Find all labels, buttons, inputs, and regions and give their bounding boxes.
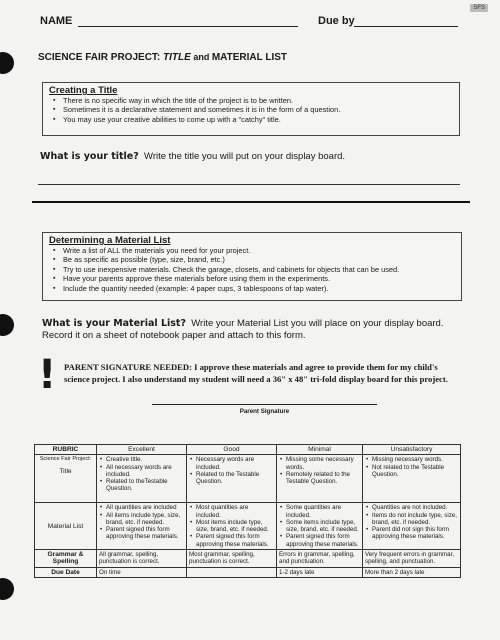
- title-answer-line[interactable]: [38, 184, 460, 185]
- title-and: and: [190, 52, 212, 62]
- row-label: Material List: [35, 503, 97, 550]
- table-cell: [187, 567, 277, 577]
- table-header-row: [35, 445, 461, 455]
- cell-item: • Most items include type, size, brand, etc. if needed.: [189, 519, 274, 534]
- cell-item: • Related to the Testable Question.: [189, 471, 274, 486]
- cell-item: • All necessary words are included.: [99, 464, 184, 479]
- title-em: TITLE: [163, 52, 191, 63]
- creating-title-box: [42, 82, 460, 136]
- table-cell: Very frequent errors in grammar, spelling, and punctuation.: [363, 550, 461, 568]
- page-tag: SFS: [470, 4, 488, 12]
- title-suffix: MATERIAL LIST: [211, 52, 288, 63]
- table-header: Good: [187, 445, 277, 455]
- cell-item: • Not related to the Testable Question.: [365, 464, 458, 479]
- table-cell: 1-2 days late: [277, 567, 363, 577]
- list-item: ▪ Be as specific as possible (type, size, brand, etc.): [53, 255, 225, 265]
- material-list-box: [42, 232, 462, 301]
- material-list-bullets: [49, 246, 455, 293]
- title-question-bold: What is your title?: [40, 151, 139, 162]
- cell-item: • Parent signed this form approving these materials.: [279, 533, 360, 548]
- table-cell: [363, 503, 461, 550]
- parent-signature-label: Parent Signature: [239, 408, 290, 415]
- punch-hole-bottom: [0, 578, 14, 600]
- punch-hole-top: [0, 52, 14, 74]
- creating-title-list: [49, 96, 453, 124]
- title-question-text: Write the title you will put on your display board.: [144, 151, 346, 162]
- table-header: Unsatisfactory: [363, 445, 461, 455]
- table-cell: [187, 503, 277, 550]
- table-row: [35, 550, 461, 568]
- table-cell: [187, 455, 277, 503]
- cell-item: • All items include type, size, brand, etc. if needed.: [99, 512, 184, 527]
- table-cell: Errors in grammar, spelling, and punctuation.: [277, 550, 363, 568]
- table-cell: [277, 503, 363, 550]
- cell-item: • Parent did not sign this form approving these materials.: [365, 526, 458, 541]
- material-question: [42, 318, 462, 342]
- parent-signature-field[interactable]: [152, 404, 377, 405]
- list-item: ▪ Try to use inexpensive materials. Check the garage, closets, and cabinets for objects that can be used.: [53, 264, 400, 274]
- table-row: [35, 455, 461, 503]
- list-item: ▪ Write a list of ALL the materials you need for your project.: [53, 246, 251, 255]
- punch-hole-middle: [0, 314, 14, 336]
- cell-item: • Parent signed this form approving these materials.: [99, 526, 184, 541]
- table-cell: All grammar, spelling, punctuation is correct.: [97, 550, 187, 568]
- cell-item: • Quantities are not included.: [365, 504, 458, 511]
- title-prefix: SCIENCE FAIR PROJECT:: [38, 52, 164, 63]
- cell-item: • Necessary words are included.: [189, 456, 274, 471]
- table-header: Minimal: [277, 445, 363, 455]
- row-label: Grammar & Spelling: [35, 550, 97, 568]
- table-cell: On time: [97, 567, 187, 577]
- list-item: ▪ You may use your creative abilities to come up with a "catchy" title.: [53, 114, 281, 124]
- cell-item: • Related to theTestable Question.: [99, 478, 184, 493]
- table-cell: [363, 455, 461, 503]
- table-cell: [97, 455, 187, 503]
- name-field[interactable]: [78, 26, 298, 27]
- cell-item: • Most quantities are included.: [189, 504, 274, 519]
- list-item: ▪ Have your parents approve these materials before using them in the experiments.: [53, 274, 331, 284]
- row-label: Due Date: [35, 567, 97, 577]
- list-item: ▪ There is no specific way in which the title of the project is to be written.: [53, 96, 294, 105]
- parent-signature-note: PARENT SIGNATURE NEEDED: I approve these materials and agree to provide them for my child's science project. I also understand my student will need a 36" x 48" tri-fold display board for this project.: [64, 362, 448, 384]
- material-question-line2: Record it on a sheet of notebook paper and attach to this form.: [42, 330, 306, 341]
- exclamation-icon: !: [38, 352, 57, 398]
- list-item: ▪ Sometimes it is a declarative statement and sometimes it is in the form of a question.: [53, 105, 341, 115]
- material-question-bold: What is your Material List?: [42, 318, 186, 329]
- section-divider: [32, 201, 470, 203]
- list-item: ▪ Include the quantity needed (example: 4 paper cups, 3 tablespoons of tap water).: [53, 283, 329, 293]
- cell-item: • Some items include type, size, brand, etc. if needed.: [279, 519, 360, 534]
- name-label: NAME: [40, 15, 73, 27]
- material-question-text: Write your Material List you will place on your display board.: [191, 318, 444, 329]
- row-label-small: Science Fair Project:: [39, 456, 92, 463]
- table-cell: Most grammar, spelling, punctuation is correct.: [187, 550, 277, 568]
- table-cell: [97, 503, 187, 550]
- page-title: [38, 52, 287, 63]
- table-cell: More than 2 days late: [363, 567, 461, 577]
- cell-item: • All quantities are included: [99, 504, 184, 511]
- material-list-heading: Determining a Material List: [49, 235, 171, 246]
- due-label: Due by: [318, 15, 355, 27]
- row-label-text: Title: [59, 467, 72, 475]
- row-label: [35, 455, 97, 503]
- cell-item: • Some quantities are included.: [279, 504, 360, 519]
- cell-item: • Creative title.: [99, 456, 184, 463]
- title-question: [40, 151, 345, 162]
- cell-item: • Items do not include type, size, brand, etc. if needed.: [365, 512, 458, 527]
- table-cell: [277, 455, 363, 503]
- table-row: [35, 567, 461, 577]
- cell-item: • Parent signed this form approving these materials.: [189, 533, 274, 548]
- creating-title-heading: Creating a Title: [49, 85, 118, 96]
- rubric-table: [34, 444, 461, 578]
- due-field[interactable]: [354, 26, 458, 27]
- cell-item: • Remotely related to the Testable Question.: [279, 471, 360, 486]
- cell-item: • Missing necessary words.: [365, 456, 458, 463]
- table-header: Excellent: [97, 445, 187, 455]
- table-header: RUBRIC: [35, 445, 97, 455]
- table-row: [35, 503, 461, 550]
- cell-item: • Missing some necessary words.: [279, 456, 360, 471]
